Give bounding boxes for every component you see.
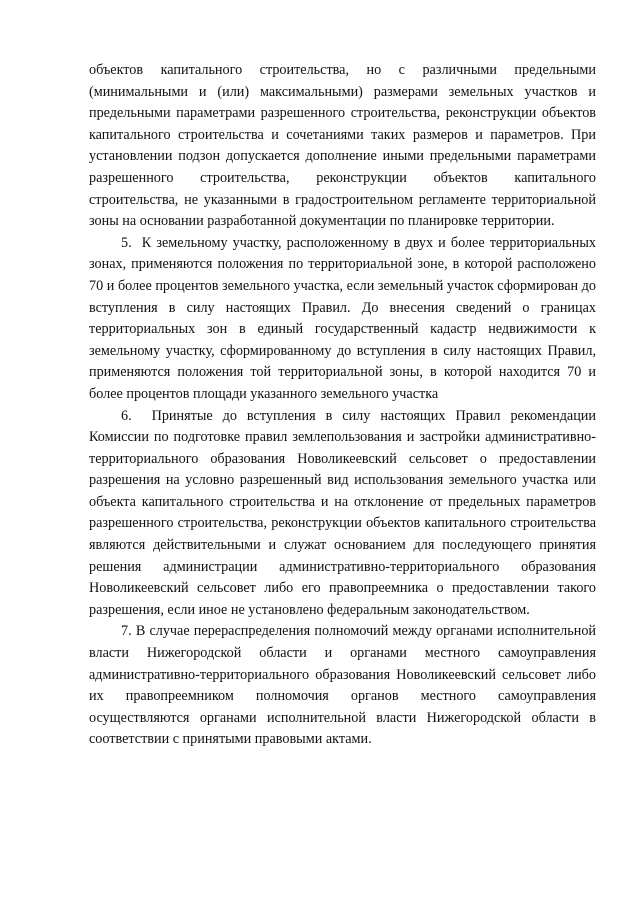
document-page (89, 60, 596, 751)
paragraph-number: 6. (121, 407, 132, 424)
paragraph-5 (89, 233, 596, 406)
paragraph-text: Принятые до вступления в силу настоящих Правил рекомендации Комиссии по подготовке правил землепользования и застройки административно-территориального образования Новоликеевский сельсовет о предоставлении разрешения на условно разрешенный вид использования земельного участка или объекта капитального строительства и на отклонение от предельных параметров разрешенного строительства, реконструкции объектов капитального строительства являются действительными и служат основанием для последующего принятия решения администрации административно-территориального образования Новоликеевский сельсовет либо его правопреемника о предоставлении такого разрешения, если иное не установлено федеральным законодательством. (89, 407, 596, 618)
paragraph-6 (89, 406, 596, 622)
paragraph-7 (89, 621, 596, 751)
paragraph-text: К земельному участку, расположенному в двух и более территориальных зонах, применяются положения по территориальной зоне, в которой расположено 70 и более процентов земельного участка, если земельный участок сформирован до вступления в силу настоящих Правил. До внесения сведений о границах территориальных зон в единый государственный кадастр недвижимости к земельному участку, сформированному до вступления в силу настоящих Правил, применяются положения той территориальной зоны, в которой находится 70 и более процентов площади указанного земельного участка (89, 234, 596, 402)
paragraph-text: объектов капитального строительства, но с различными предельными (минимальными и (или) максимальными) размерами земельных участков и предельными параметрами разрешенного строительства, реконструкции объектов капитального строительства и сочетаниями таких размеров и параметров. При установлении подзон допускается дополнение иными предельными параметрами разрешенного строительства, реконструкции объектов капитального строительства, не указанными в градостроительном регламенте территориальной зоны на основании разработанной документации по планировке территории. (89, 62, 596, 230)
paragraph-text: В случае перераспределения полномочий между органами исполнительной власти Нижегородской области и органами местного самоуправления административно-территориального образования Новоликеевский сельсовет либо их правопреемником полномочия органов местного самоуправления осуществляются органами исполнительной власти Нижегородской области в соответствии с принятыми правовыми актами. (89, 623, 597, 748)
paragraph-number: 7. (121, 623, 132, 640)
paragraph-continuation (89, 60, 596, 233)
paragraph-number: 5. (121, 234, 132, 251)
